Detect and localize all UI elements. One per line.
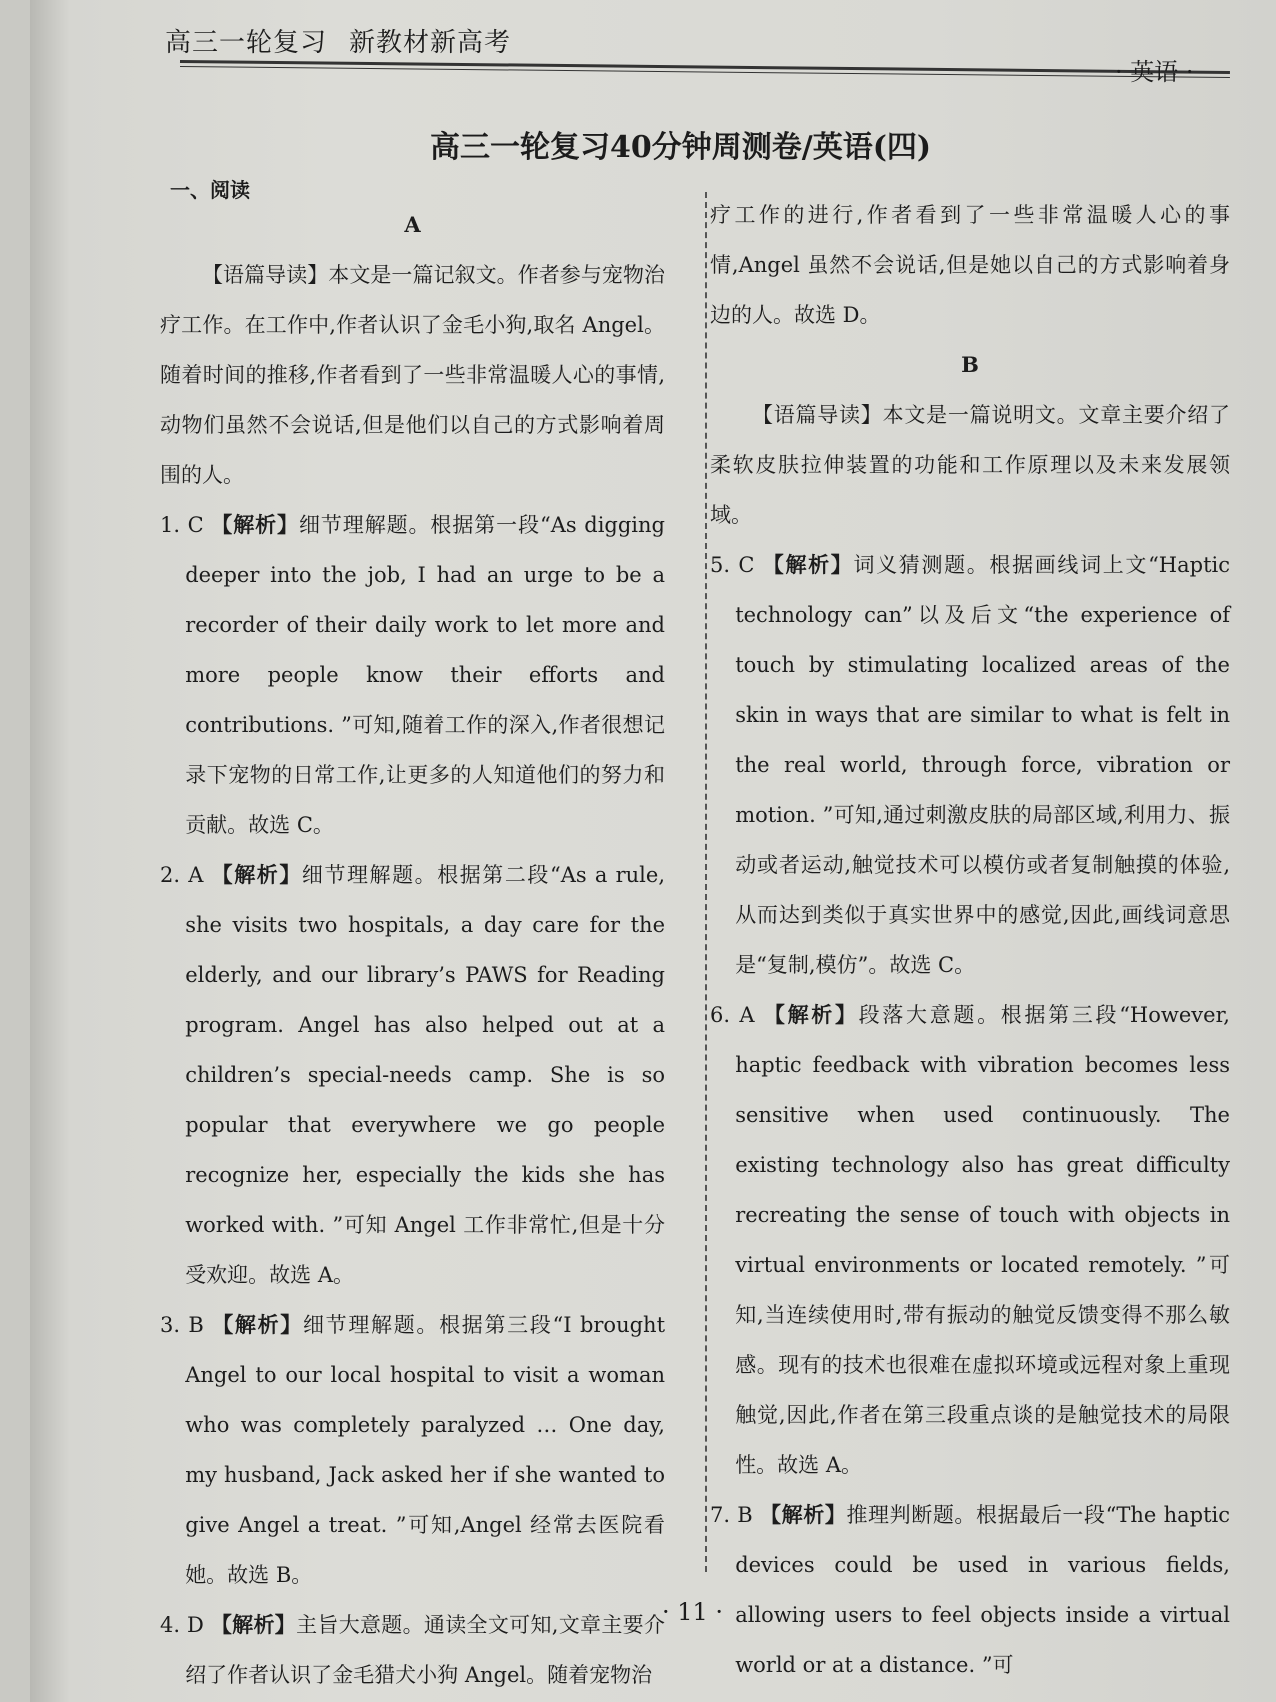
answer-item: 4. D 【解析】主旨大意题。通读全文可知,文章主要介绍了作者认识了金毛猎犬小狗 Angel。随着宠物治 bbox=[160, 1612, 665, 1687]
passage-a-label: A bbox=[404, 212, 421, 237]
header-title: 高三一轮复习 bbox=[165, 28, 328, 58]
answer-item: 7. B 【解析】推理判断题。根据最后一段“The haptic devices could be used in various fields, allowing users to feel objects inside a virtual world or at a distance. ”可 bbox=[710, 1502, 1230, 1677]
column-divider bbox=[705, 192, 707, 1572]
answer-item: 5. C 【解析】词义猜测题。根据画线词上文“Haptic technology can”以及后文“the experience of touch by stimulating localized areas of the skin in ways that are similar to what is felt in the real world, through force, vibration or motion. ”可知,通过刺激皮肤的局部区域,利用力、振动或者运动,触觉技术可以模仿或者复制触摸的体验,从而达到类似于真实世界中的感觉,因此,画线词意思是“复制,模仿”。故选 C。 bbox=[710, 552, 1230, 977]
answer-continuation: 疗工作的进行,作者看到了一些非常温暖人心的事情,Angel 虽然不会说话,但是她以自己的方式影响着身边的人。故选 D。 bbox=[710, 203, 1230, 327]
header-subtitle: 新教材新高考 bbox=[349, 28, 512, 58]
passage-b-label: B bbox=[961, 352, 979, 377]
page bbox=[30, 0, 1276, 1702]
left-column bbox=[160, 200, 665, 1700]
subject-label: · 英语 · bbox=[1115, 58, 1194, 86]
passage-b-guide: 【语篇导读】本文是一篇说明文。文章主要介绍了柔软皮肤拉伸装置的功能和工作原理以及未来发展领域。 bbox=[710, 403, 1230, 527]
page-title: 高三一轮复习40分钟周测卷/英语(四) bbox=[430, 130, 932, 165]
passage-a-guide: 【语篇导读】本文是一篇记叙文。作者参与宠物治疗工作。在工作中,作者认识了金毛小狗,取名 Angel。随着时间的推移,作者看到了一些非常温暖人心的事情,动物们虽然不会说话,但是他们以自己的方式影响着周围的人。 bbox=[160, 263, 665, 487]
answer-item: 1. C 【解析】细节理解题。根据第一段“As digging deeper into the job, I had an urge to be a recorder of their daily work to let more and more people know their efforts and contributions. ”可知,随着工作的深入,作者很想记录下宠物的日常工作,让更多的人知道他们的努力和贡献。故选 C。 bbox=[160, 512, 665, 837]
page-number: · 11 · bbox=[662, 1598, 724, 1626]
answer-item: 2. A 【解析】细节理解题。根据第二段“As a rule, she visits two hospitals, a day care for the elderly, and our library’s PAWS for Reading program. Angel has also helped out at a children’s special-needs camp. She is so popular that everywhere we go people recognize her, especially the kids she has worked with. ”可知 Angel 工作非常忙,但是十分受欢迎。故选 A。 bbox=[160, 862, 665, 1287]
running-header bbox=[165, 22, 511, 59]
answer-item: 3. B 【解析】细节理解题。根据第三段“I brought Angel to our local hospital to visit a woman who was completely paralyzed … One day, my husband, Jack asked her if she wanted to give Angel a treat. ”可知,Angel 经常去医院看她。故选 B。 bbox=[160, 1312, 666, 1587]
section-label: 一、阅读 bbox=[170, 178, 250, 202]
answer-item: 6. A 【解析】段落大意题。根据第三段“However, haptic feedback with vibration becomes less sensitive when used continuously. The existing technology also has great difficulty recreating the sense of touch with objects in virtual environments or located remotely. ”可知,当连续使用时,带有振动的触觉反馈变得不那么敏感。现有的技术也很难在虚拟环境或远程对象上重现触觉,因此,作者在第三段重点谈的是触觉技术的局限性。故选 A。 bbox=[710, 1002, 1230, 1477]
right-column bbox=[710, 190, 1230, 1690]
